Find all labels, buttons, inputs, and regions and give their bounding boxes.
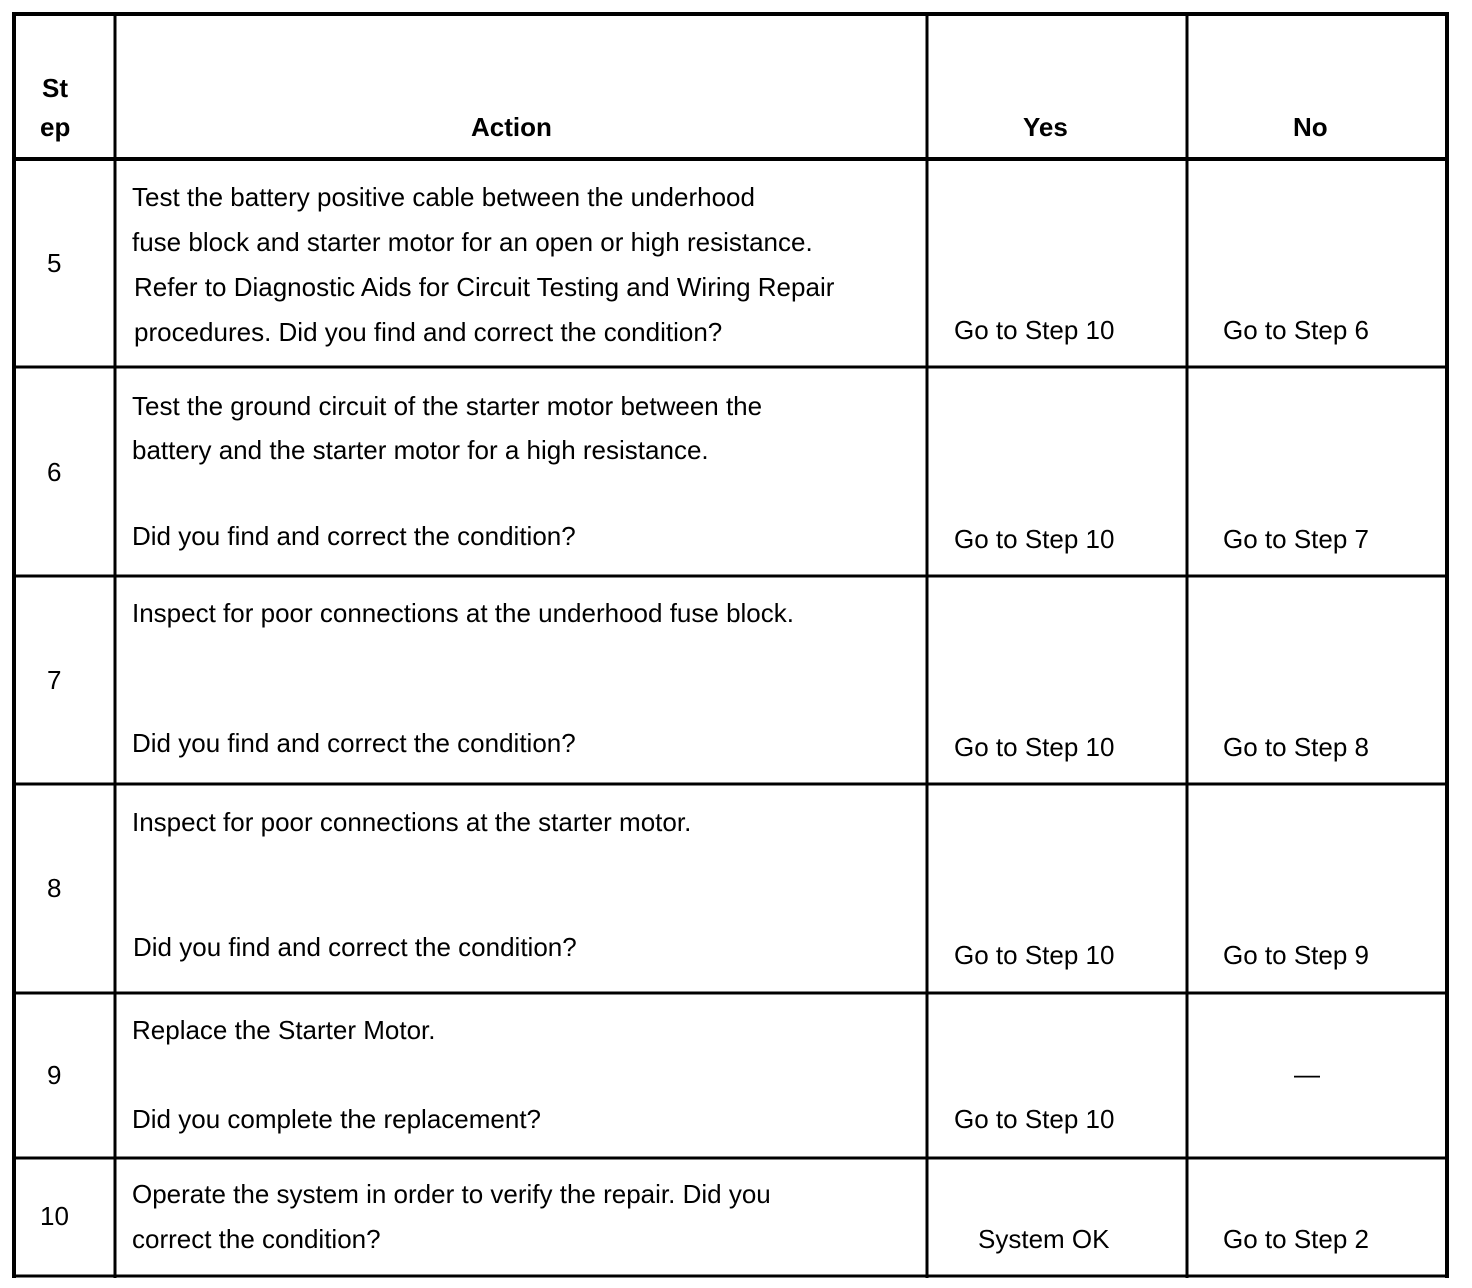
action-text-line: Replace the Starter Motor. — [132, 1015, 436, 1045]
yes-result: Go to Step 10 — [954, 1104, 1115, 1134]
yes-result: System OK — [978, 1224, 1110, 1254]
step-number: 6 — [47, 457, 62, 487]
header-no: No — [1293, 112, 1328, 142]
action-text-line: procedures. Did you find and correct the condition? — [134, 317, 723, 347]
no-result: Go to Step 2 — [1223, 1224, 1369, 1254]
action-text-line: Did you find and correct the condition? — [132, 728, 576, 758]
action-text-line: battery and the starter motor for a high resistance. — [132, 435, 709, 465]
step-number: 8 — [47, 873, 62, 903]
no-result: Go to Step 9 — [1223, 940, 1369, 970]
header-step-line1: St — [42, 73, 68, 103]
step-number: 10 — [40, 1201, 69, 1231]
action-text-line: Did you find and correct the condition? — [132, 521, 576, 551]
yes-result: Go to Step 10 — [954, 732, 1115, 762]
no-result: Go to Step 6 — [1223, 315, 1369, 345]
yes-result: Go to Step 10 — [954, 315, 1115, 345]
action-text-line: Refer to Diagnostic Aids for Circuit Testing and Wiring Repair — [134, 272, 835, 302]
action-text-line: Inspect for poor connections at the starter motor. — [132, 807, 692, 837]
action-text-line: Inspect for poor connections at the underhood fuse block. — [132, 598, 794, 628]
no-result: Go to Step 7 — [1223, 524, 1369, 554]
action-text-line: Test the ground circuit of the starter motor between the — [132, 391, 763, 421]
yes-result: Go to Step 10 — [954, 940, 1115, 970]
header-yes: Yes — [1023, 112, 1068, 142]
action-text-line: Operate the system in order to verify the repair. Did you — [132, 1179, 771, 1209]
no-result: — — [1294, 1059, 1320, 1089]
step-number: 9 — [47, 1060, 62, 1090]
step-number: 7 — [47, 665, 62, 695]
action-text-line: fuse block and starter motor for an open or high resistance. — [132, 227, 813, 257]
step-number: 5 — [47, 248, 62, 278]
header-step-line2: ep — [40, 112, 71, 142]
yes-result: Go to Step 10 — [954, 524, 1115, 554]
action-text-line: Test the battery positive cable between the underhood — [132, 182, 755, 212]
action-text-line: Did you complete the replacement? — [132, 1104, 542, 1134]
no-result: Go to Step 8 — [1223, 732, 1369, 762]
action-text-line: correct the condition? — [132, 1224, 381, 1254]
action-text-line: Did you find and correct the condition? — [133, 932, 577, 962]
header-action: Action — [471, 112, 552, 142]
